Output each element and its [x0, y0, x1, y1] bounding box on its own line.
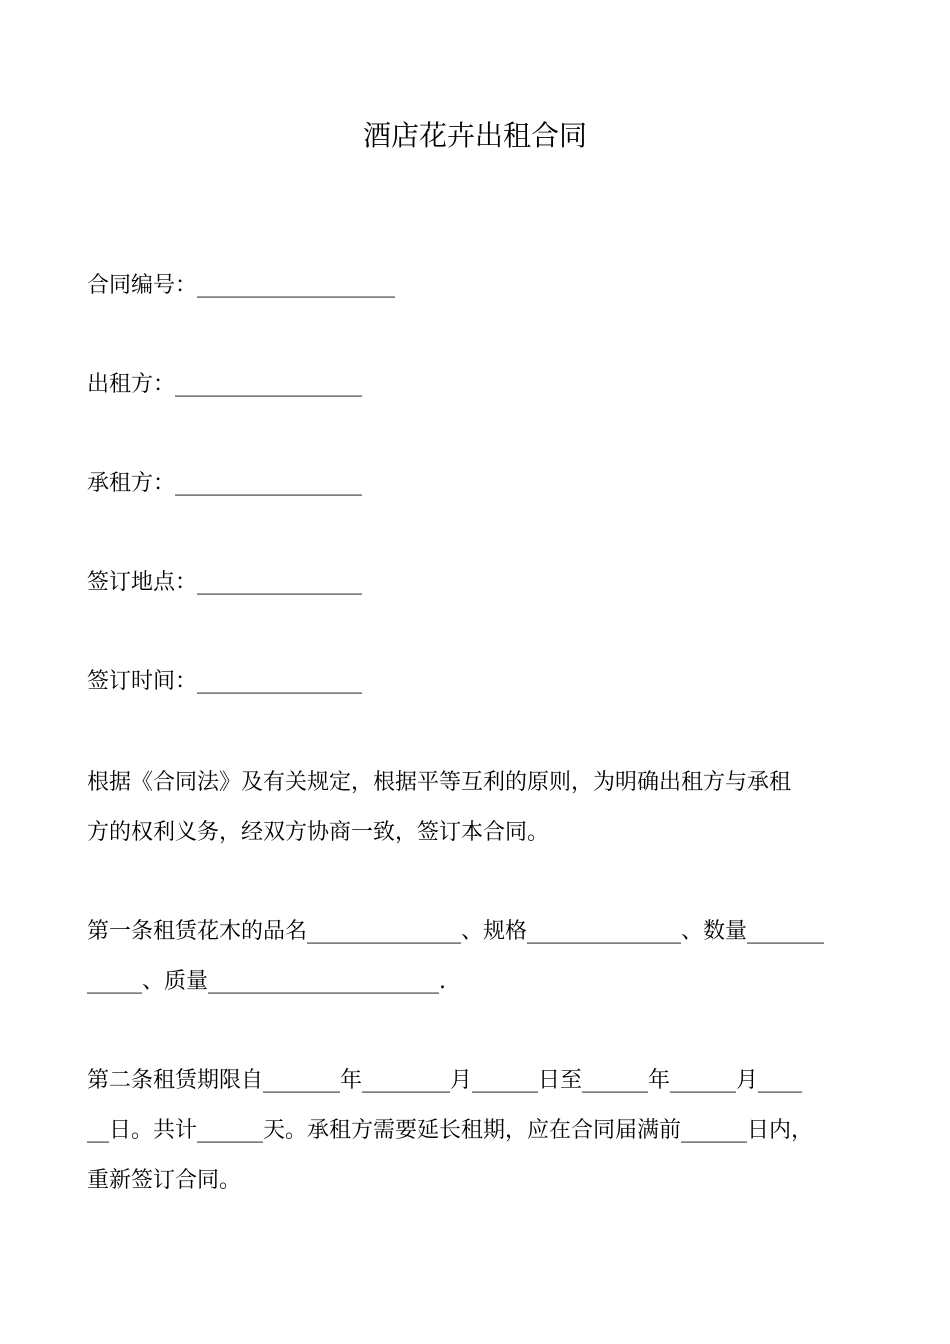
contract-number-blank: __________________ — [197, 273, 396, 298]
lessee-blank: _________________ — [175, 471, 363, 496]
signing-place-blank: _______________ — [197, 570, 363, 595]
contract-number-field — [87, 270, 395, 302]
intro-line-1: 根据《合同法》及有关规定，根据平等互利的原则，为明确出租方与承租 — [87, 770, 792, 795]
article-1-line-2: _____、质量_____________________. — [87, 969, 446, 994]
signing-time-field — [87, 666, 362, 698]
article-2-line-3: 重新签订合同。 — [87, 1168, 242, 1193]
signing-place-field — [87, 567, 362, 599]
article-1-paragraph — [87, 907, 877, 1007]
document-title: 酒店花卉出租合同 — [362, 119, 587, 152]
article-2-line-2: __日。共计______天。承租方需要延长租期，应在合同届满前______日内， — [87, 1118, 814, 1143]
lessee-label: 承租方： — [87, 471, 176, 496]
intro-line-2: 方的权利义务，经双方协商一致，签订本合同。 — [87, 820, 550, 845]
contract-number-label: 合同编号： — [87, 273, 198, 298]
lessor-label: 出租方： — [87, 372, 176, 397]
lessor-field — [87, 369, 362, 401]
article-1-line-1: 第一条租赁花木的品名______________、规格______________、数量_______ — [87, 919, 825, 944]
article-2-line-1: 第二条租赁期限自_______年________月______日至______年______月____ — [87, 1068, 803, 1093]
signing-time-label: 签订时间： — [87, 669, 198, 694]
article-2-paragraph — [87, 1056, 877, 1206]
lessor-blank: _________________ — [175, 372, 363, 397]
signing-place-label: 签订地点： — [87, 570, 198, 595]
intro-paragraph — [87, 758, 877, 858]
signing-time-blank: _______________ — [197, 669, 363, 694]
lessee-field — [87, 468, 362, 500]
